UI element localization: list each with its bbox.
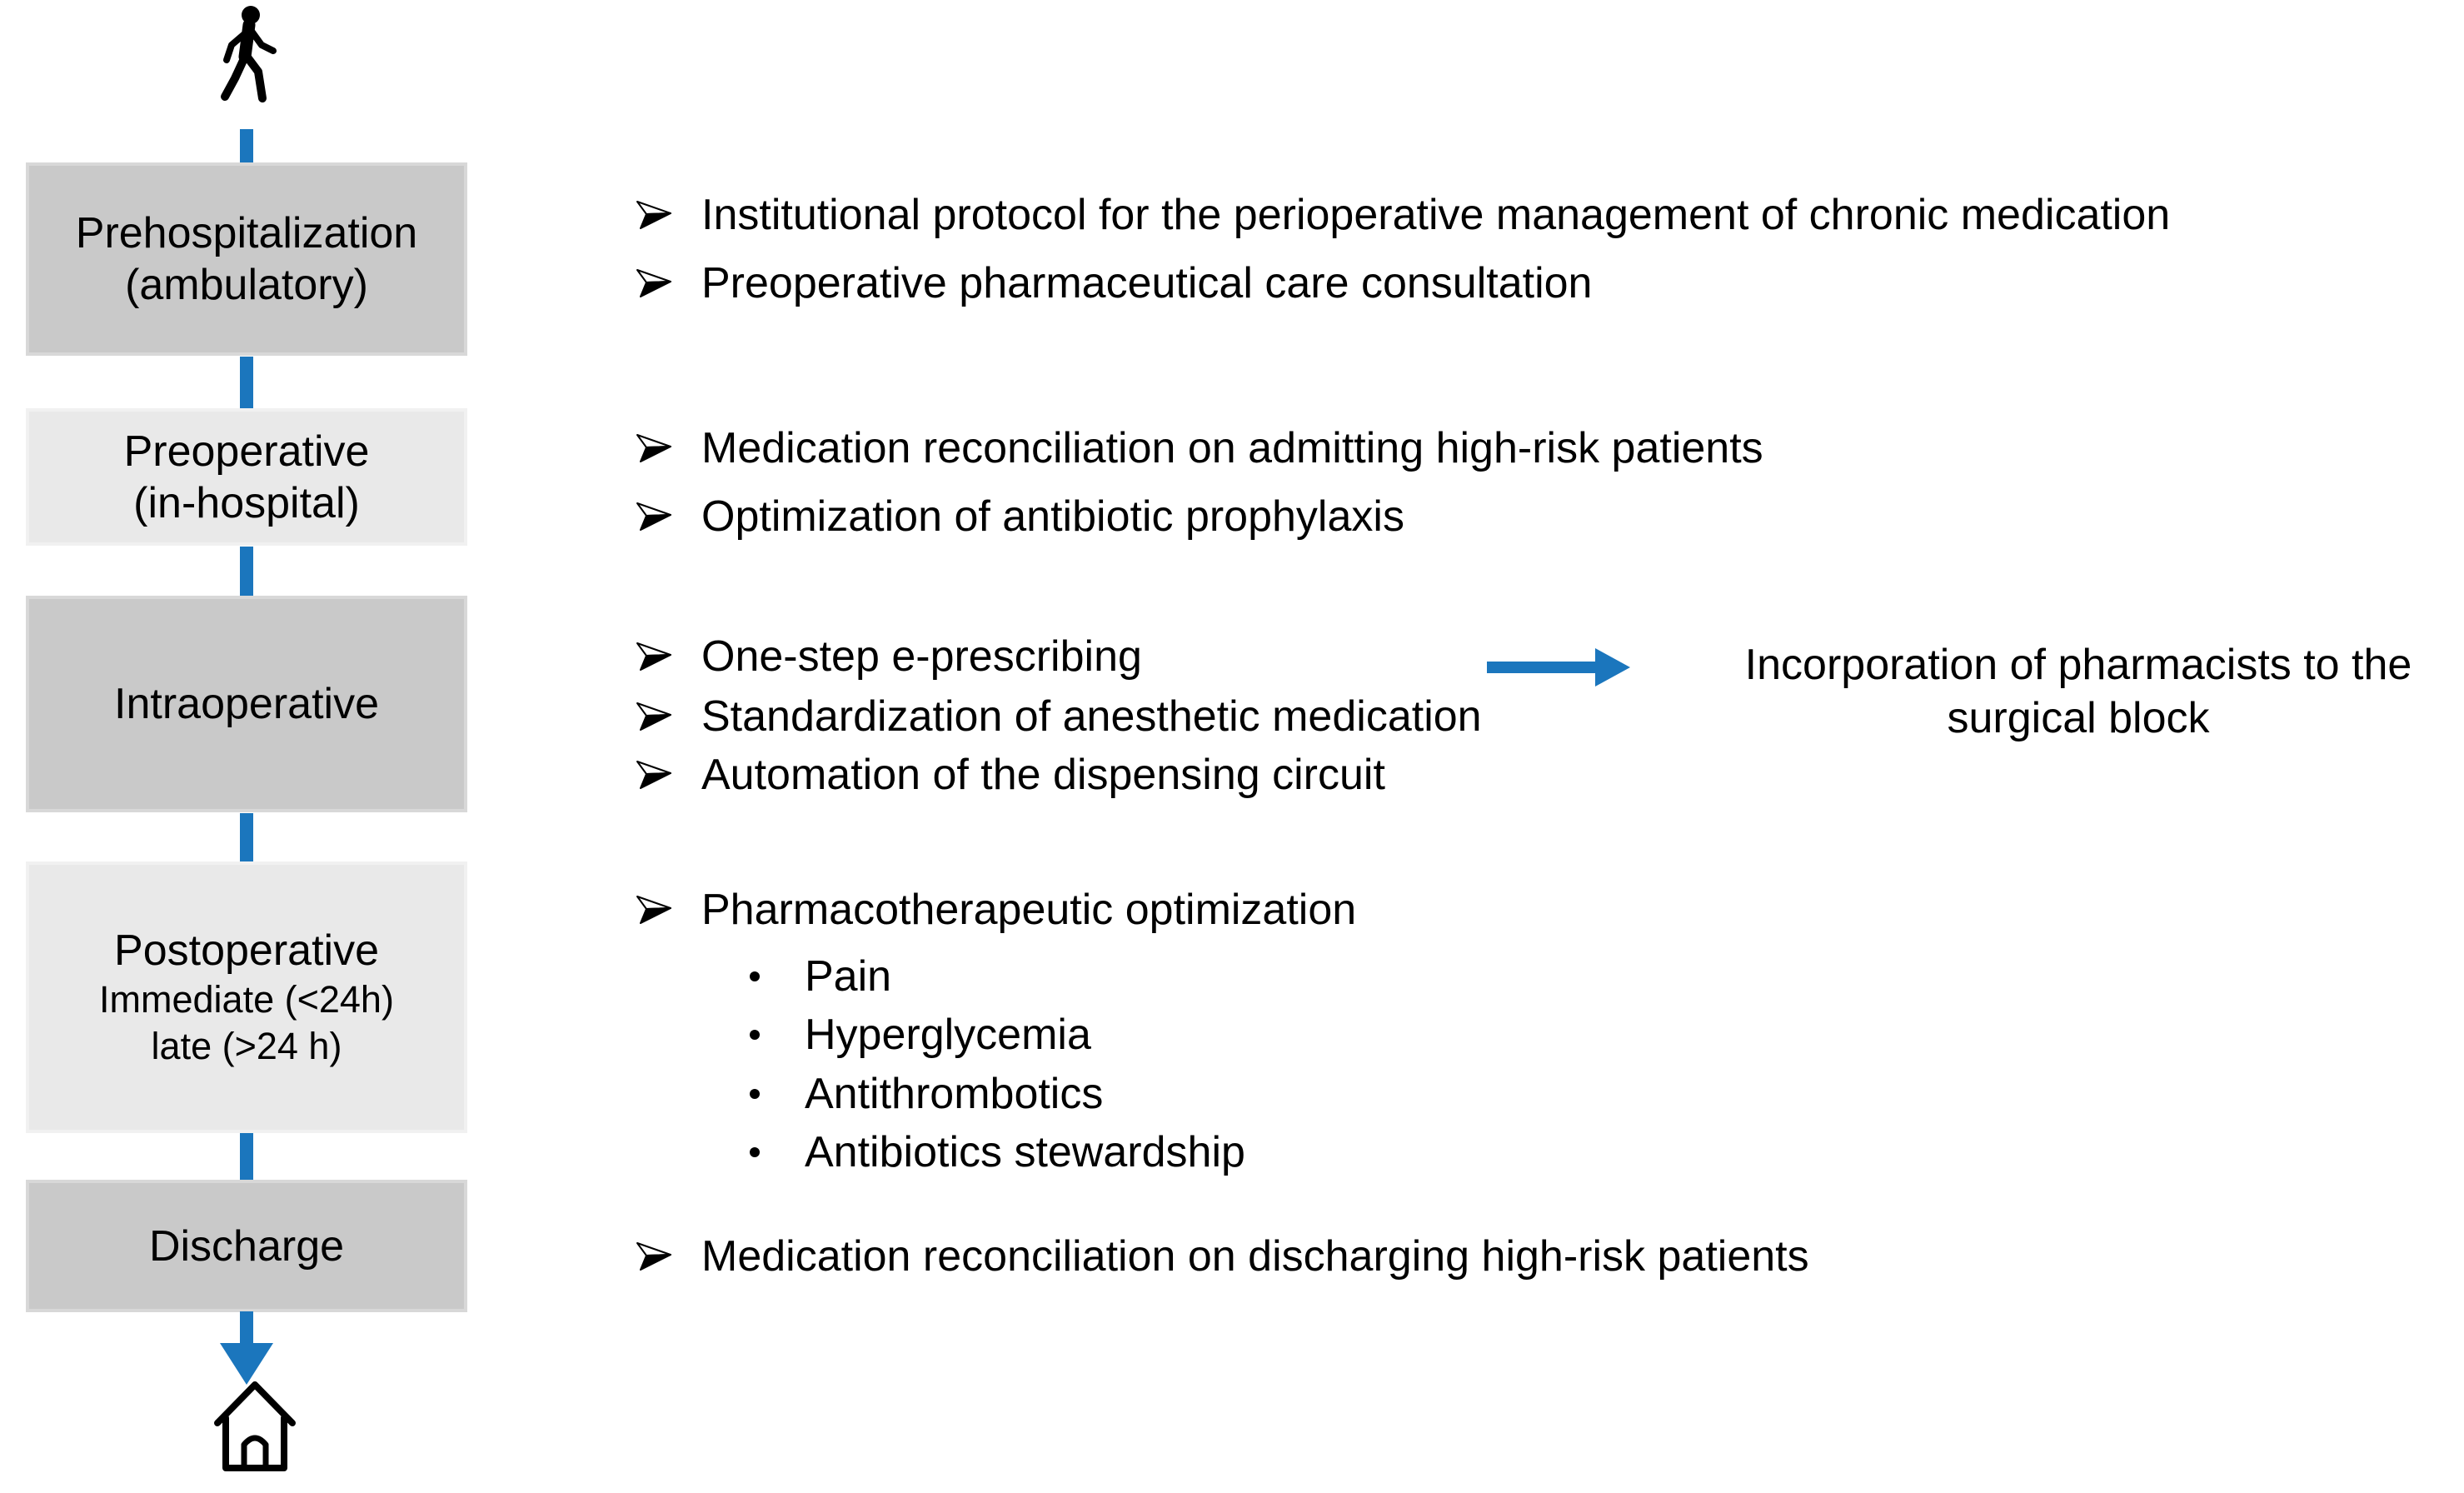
bullet-text: Standardization of anesthetic medication xyxy=(701,692,1482,741)
arrow-bullet-icon xyxy=(635,759,673,791)
arrow-bullet-icon xyxy=(635,641,673,672)
stage-label: Discharge xyxy=(148,1221,345,1271)
stage-box-intraoperative xyxy=(26,596,467,812)
stage-label: Preoperative xyxy=(123,427,370,476)
flow-connector xyxy=(240,1133,253,1180)
stage-sublabel: (in-hospital) xyxy=(133,478,360,527)
arrow-bullet-icon xyxy=(635,432,673,464)
house-icon xyxy=(211,1375,299,1473)
arrow-bullet-icon xyxy=(635,1241,673,1272)
annotation-line: Incorporation of pharmacists to the xyxy=(1744,641,2412,689)
sub-bullet-item xyxy=(750,951,891,1002)
bullet-item xyxy=(635,189,2170,241)
intraoperative-annotation xyxy=(1691,638,2464,745)
stage-label: Intraoperative xyxy=(114,680,379,728)
dot-bullet-icon xyxy=(750,1147,760,1157)
bullet-item xyxy=(635,691,1482,742)
sub-bullet-item xyxy=(750,1009,1091,1061)
bullet-item xyxy=(635,491,1404,542)
flow-connector xyxy=(240,547,253,596)
stage-label: Prehospitalization xyxy=(75,209,418,257)
sub-bullet-item xyxy=(750,1126,1245,1178)
flow-connector xyxy=(240,1311,253,1343)
stage-box-prehospitalization xyxy=(26,162,467,356)
bullet-item xyxy=(635,1231,1809,1282)
bullet-text: Medication reconciliation on discharging high-risk patients xyxy=(701,1232,1809,1281)
bullet-item xyxy=(635,884,1356,936)
dot-bullet-icon xyxy=(750,1030,760,1040)
bullet-text: One-step e-prescribing xyxy=(701,632,1142,681)
stage-sublabel: Immediate (<24h) xyxy=(99,978,394,1021)
sub-bullet-text: Antibiotics stewardship xyxy=(805,1128,1245,1176)
arrow-bullet-icon xyxy=(635,501,673,532)
bullet-item xyxy=(635,422,1763,474)
stage-label: Postoperative xyxy=(114,926,379,975)
bullet-text: Preoperative pharmaceutical care consultation xyxy=(701,259,1593,307)
stage-sublabel: (ambulatory) xyxy=(125,261,368,309)
sub-bullet-item xyxy=(750,1068,1103,1120)
bullet-text: Optimization of antibiotic prophylaxis xyxy=(701,492,1404,541)
flow-connector xyxy=(240,357,253,408)
arrow-bullet-icon xyxy=(635,894,673,926)
flow-connector xyxy=(240,813,253,861)
bullet-text: Automation of the dispensing circuit xyxy=(701,751,1385,799)
bullet-text: Medication reconciliation on admitting high-risk patients xyxy=(701,424,1763,472)
stage-sublabel: late (>24 h) xyxy=(151,1025,342,1067)
bullet-item xyxy=(635,749,1385,801)
arrow-bullet-icon xyxy=(635,199,673,231)
walking-person-icon xyxy=(215,5,280,108)
flow-connector xyxy=(240,129,253,162)
annotation-line: surgical block xyxy=(1947,694,2210,742)
stage-box-preoperative xyxy=(26,408,467,546)
stage-box-postoperative xyxy=(26,861,467,1133)
bullet-text: Institutional protocol for the perioperative management of chronic medication xyxy=(701,191,2171,239)
arrow-bullet-icon xyxy=(635,701,673,732)
right-arrow-icon xyxy=(1487,642,1633,692)
bullet-text: Pharmacotherapeutic optimization xyxy=(701,886,1357,934)
dot-bullet-icon xyxy=(750,971,760,981)
sub-bullet-text: Antithrombotics xyxy=(805,1070,1104,1118)
bullet-item xyxy=(635,631,1142,682)
sub-bullet-text: Pain xyxy=(805,952,892,1001)
arrow-bullet-icon xyxy=(635,267,673,299)
dot-bullet-icon xyxy=(750,1089,760,1099)
stage-box-discharge xyxy=(26,1180,467,1312)
sub-bullet-text: Hyperglycemia xyxy=(805,1011,1091,1059)
bullet-item xyxy=(635,257,1592,309)
